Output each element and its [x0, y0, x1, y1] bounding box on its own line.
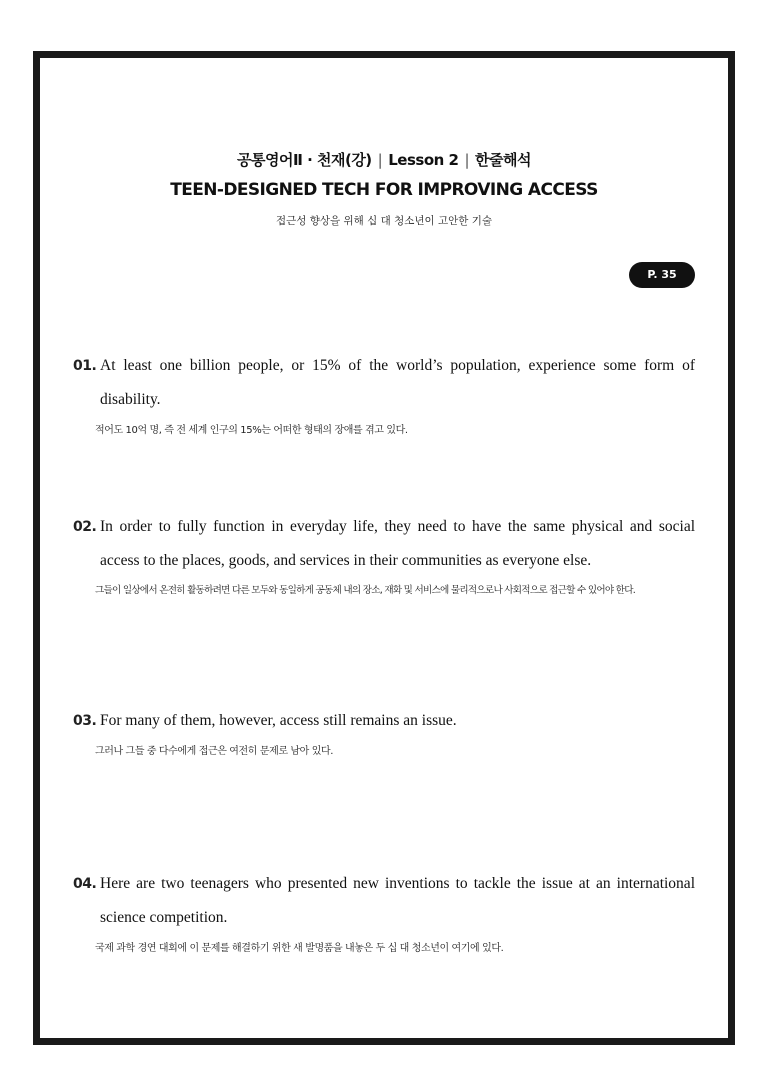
english-sentence: Here are two teenagers who presented new inventions to tackle the issue at an international science competition. [100, 875, 695, 926]
separator: | [377, 151, 383, 169]
sentence-item [73, 713, 695, 757]
korean-translation: 그러나 그들 중 다수에게 접근은 여전히 문제로 남아 있다. [95, 746, 333, 757]
sentence-number: 04. [73, 876, 97, 892]
sentence-number: 02. [73, 519, 97, 535]
sentence-item [73, 876, 695, 954]
page-title: TEEN-DESIGNED TECH FOR IMPROVING ACCESS [170, 180, 598, 200]
page-number-badge: P. 35 [629, 262, 695, 288]
page-subtitle: 접근성 향상을 위해 십 대 청소년이 고안한 기술 [275, 215, 493, 227]
material-type: 한줄해석 [475, 151, 531, 169]
korean-translation: 국제 과학 경연 대회에 이 문제를 해결하기 위한 새 발명품을 내놓은 두 십 대 청소년이 여기에 있다. [95, 943, 504, 954]
lesson-label: Lesson 2 [388, 151, 459, 169]
english-sentence: At least one billion people, or 15% of the world’s population, experience some form of disability. [100, 357, 695, 408]
korean-translation: 적어도 10억 명, 즉 전 세계 인구의 15%는 어떠한 형태의 장애를 겪고 있다. [95, 425, 408, 436]
english-sentence: For many of them, however, access still remains an issue. [100, 712, 457, 729]
korean-translation: 그들이 일상에서 온전히 활동하려면 다른 모두와 동일하게 공동체 내의 장소, 재화 및 서비스에 물리적으로나 사회적으로 접근할 수 있어야 한다. [95, 585, 636, 596]
sentence-number: 01. [73, 358, 97, 374]
course-name: 공통영어Ⅱ · 천재(강) [237, 151, 372, 169]
sentence-item [73, 519, 695, 596]
header-course-line [0, 149, 768, 170]
sentence-item [73, 358, 695, 436]
english-sentence: In order to fully function in everyday life, they need to have the same physical and social access to the places, goods, and services in their communities as everyone else. [100, 518, 695, 569]
sentence-number: 03. [73, 713, 97, 729]
separator: | [464, 151, 470, 169]
